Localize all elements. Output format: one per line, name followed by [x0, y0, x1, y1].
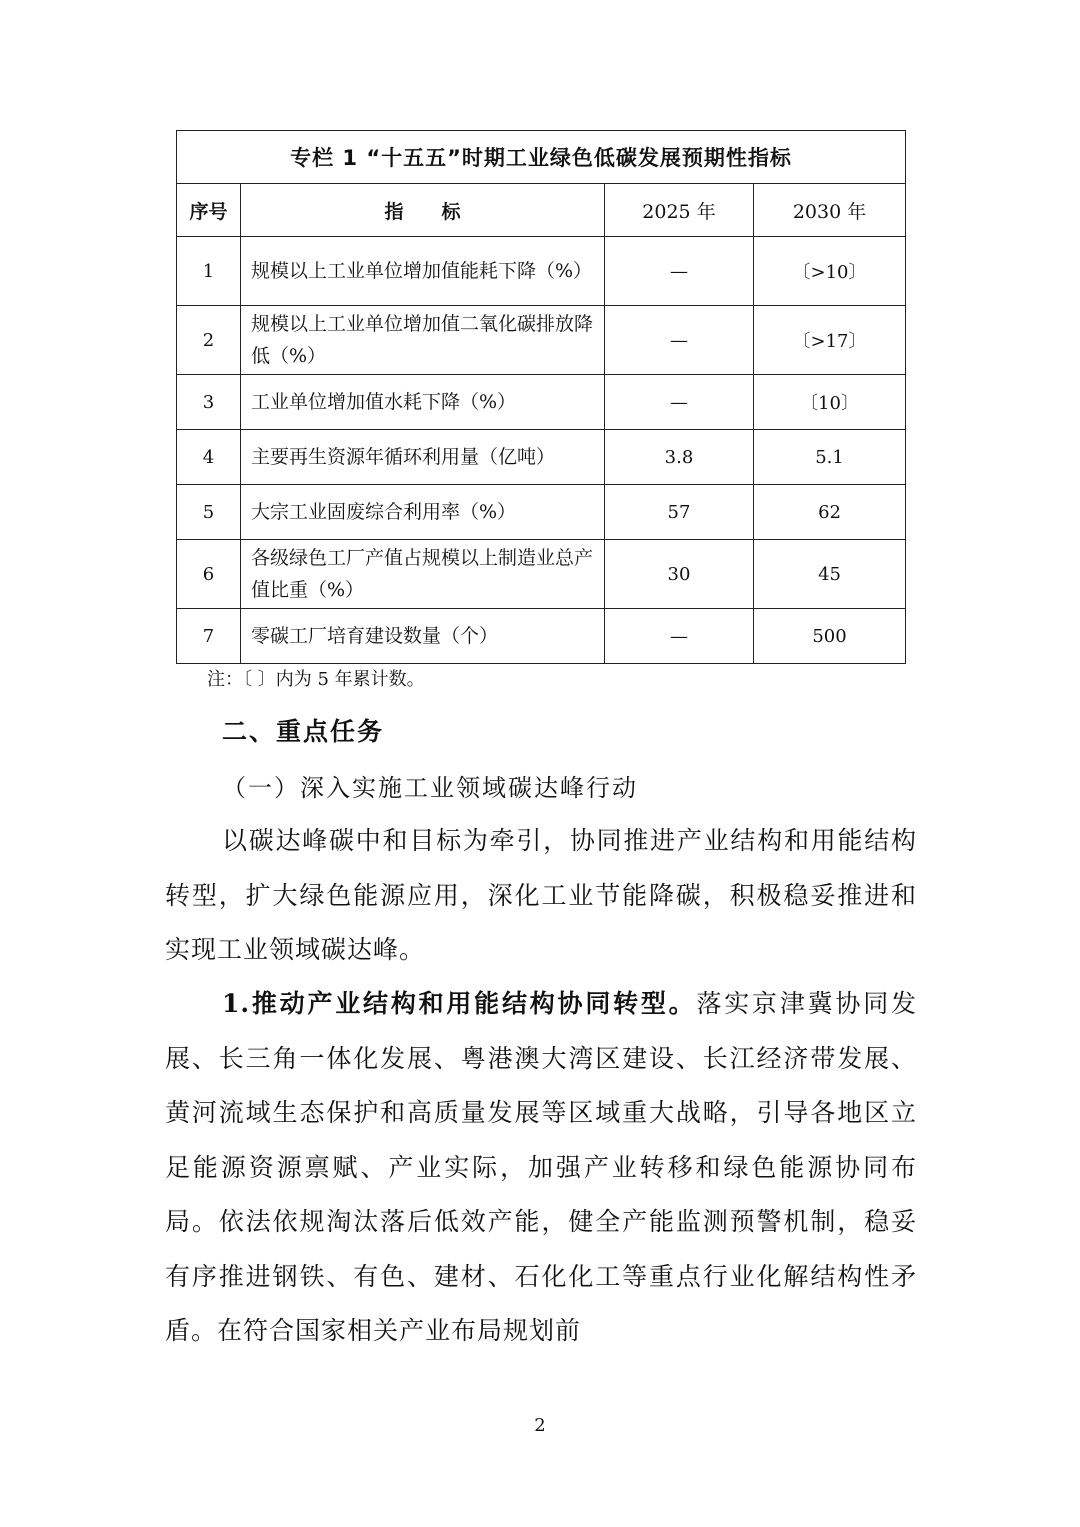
row-value-2025: 57: [605, 485, 754, 540]
indicator-table: [176, 130, 906, 664]
row-value-2030: 45: [754, 540, 906, 609]
indicator-table-container: [176, 130, 905, 664]
page-number: 2: [534, 1415, 546, 1436]
table-row: [177, 609, 906, 664]
row-value-2030: 〔>10〕: [754, 237, 906, 306]
paragraph-intro: 以碳达峰碳中和目标为牵引，协同推进产业结构和用能结构转型，扩大绿色能源应用，深化工业节能降碳，积极稳妥推进和实现工业领域碳达峰。: [165, 826, 917, 964]
row-indicator: 主要再生资源年循环利用量（亿吨）: [241, 430, 605, 485]
row-indicator: 规模以上工业单位增加值能耗下降（%）: [241, 237, 605, 306]
table-header-row: [177, 184, 906, 237]
row-seq: 6: [177, 540, 241, 609]
row-value-2025: 3.8: [605, 430, 754, 485]
header-2025: 2025 年: [605, 184, 754, 237]
row-value-2025: —: [605, 237, 754, 306]
table-note: 注：〔 〕内为 5 年累计数。: [207, 669, 425, 690]
row-seq: 2: [177, 306, 241, 375]
section-subheading: （一）深入实施工业领域碳达峰行动: [222, 774, 638, 802]
row-seq: 7: [177, 609, 241, 664]
row-seq: 1: [177, 237, 241, 306]
paragraph-lead: 1.推动产业结构和用能结构协同转型。: [222, 989, 697, 1018]
table-row: [177, 237, 906, 306]
table-row: [177, 375, 906, 430]
table-row: [177, 430, 906, 485]
row-value-2025: —: [605, 375, 754, 430]
row-indicator: 工业单位增加值水耗下降（%）: [241, 375, 605, 430]
row-indicator: 各级绿色工厂产值占规模以上制造业总产值比重（%）: [241, 540, 605, 609]
paragraph-body: 落实京津冀协同发展、长三角一体化发展、粤港澳大湾区建设、长江经济带发展、黄河流域生态保护和高质量发展等区域重大战略，引导各地区立足能源资源禀赋、产业实际，加强产业转移和绿色能源协同布局。依法依规淘汰落后低效产能，健全产能监测预警机制，稳妥有序推进钢铁、有色、建材、石化化工等重点行业化解结构性矛盾。在符合国家相关产业布局规划前: [165, 989, 917, 1345]
row-value-2025: —: [605, 306, 754, 375]
row-seq: 5: [177, 485, 241, 540]
row-seq: 3: [177, 375, 241, 430]
row-value-2030: 5.1: [754, 430, 906, 485]
row-indicator: 零碳工厂培育建设数量（个）: [241, 609, 605, 664]
row-value-2030: 62: [754, 485, 906, 540]
row-value-2025: —: [605, 609, 754, 664]
row-seq: 4: [177, 430, 241, 485]
section-heading: 二、重点任务: [222, 717, 385, 746]
row-indicator: 规模以上工业单位增加值二氧化碳排放降低（%）: [241, 306, 605, 375]
row-value-2030: 500: [754, 609, 906, 664]
table-row: [177, 306, 906, 375]
table-row: [177, 485, 906, 540]
header-indicator: 指 标: [241, 184, 605, 237]
table-row: [177, 540, 906, 609]
table-caption: 专栏 1 “十五五”时期工业绿色低碳发展预期性指标: [177, 131, 906, 184]
row-value-2025: 30: [605, 540, 754, 609]
header-seq: 序号: [177, 184, 241, 237]
row-value-2030: 〔>17〕: [754, 306, 906, 375]
paragraph-task-1: [165, 977, 917, 1359]
row-value-2030: 〔10〕: [754, 375, 906, 430]
row-indicator: 大宗工业固废综合利用率（%）: [241, 485, 605, 540]
header-2030: 2030 年: [754, 184, 906, 237]
